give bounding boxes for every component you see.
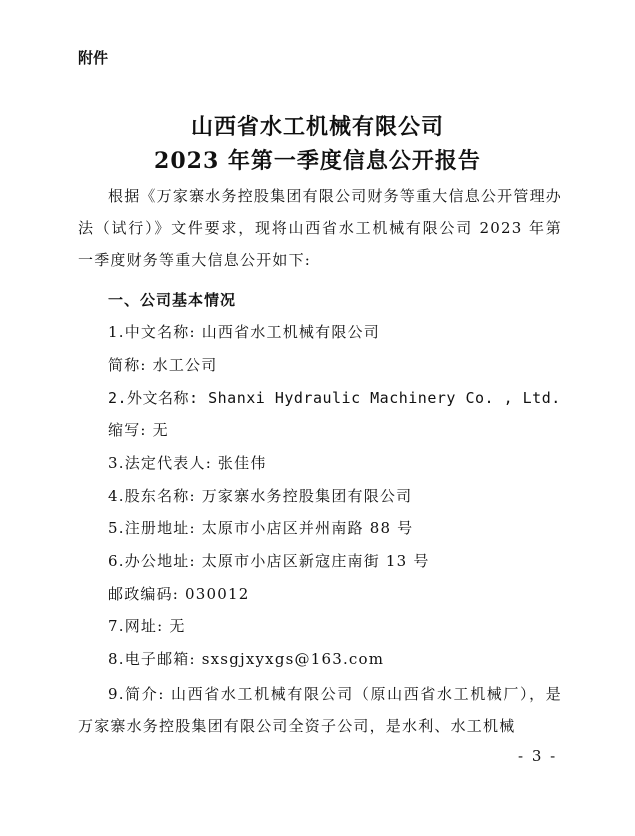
section-heading-basic-info: 一、公司基本情况 [108, 291, 237, 309]
attachment-label: 附件 [78, 49, 109, 67]
document-title-line1: 山西省水工机械有限公司 [190, 114, 444, 140]
document-title-line2: 2023 年第一季度信息公开报告 [154, 148, 481, 174]
company-introduction: 9.简介: 山西省水工机械有限公司（原山西省水工机械厂），是万家寨水务控股集团有限公司全资子公司，是水利、水工机械 [78, 685, 562, 735]
item-legal-representative: 3.法定代表人: 张佳伟 [108, 454, 267, 472]
item-shareholder: 4.股东名称: 万家寨水务控股集团有限公司 [108, 487, 413, 505]
page-number: - 3 - [518, 747, 558, 765]
intro-paragraph: 根据《万家寨水务控股集团有限公司财务等重大信息公开管理办法（试行）》文件要求，现将山西省水工机械有限公司 2023 年第一季度财务等重大信息公开如下: [78, 187, 562, 269]
item-short-name: 简称: 水工公司 [108, 356, 218, 374]
item-email: 8.电子邮箱: sxsgjxyxgs@163.com [108, 650, 385, 668]
item-abbreviation: 缩写: 无 [108, 421, 169, 439]
item-office-address: 6.办公地址: 太原市小店区新寇庄南街 13 号 [108, 552, 430, 570]
item-chinese-name: 1.中文名称: 山西省水工机械有限公司 [108, 323, 380, 341]
item-website: 7.网址: 无 [108, 617, 186, 635]
item-registered-address: 5.注册地址: 太原市小店区并州南路 88 号 [108, 519, 414, 537]
item-foreign-name: 2.外文名称: Shanxi Hydraulic Machinery Co. , Ltd. [108, 389, 561, 407]
item-postcode: 邮政编码: 030012 [108, 585, 250, 603]
